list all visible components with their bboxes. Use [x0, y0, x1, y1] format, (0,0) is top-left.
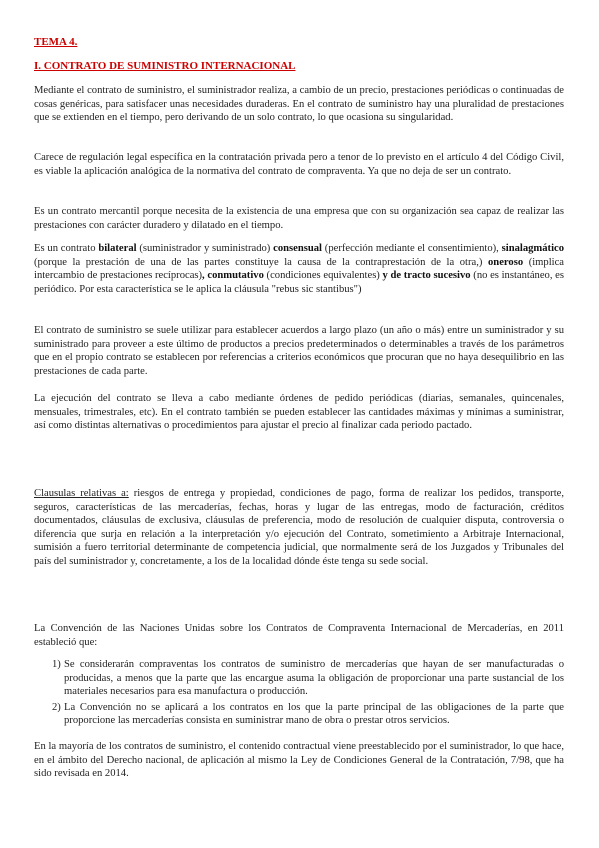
paragraph-characteristics: Es un contrato bilateral (suministrador y suministrado) consensual (perfección mediante el consentimiento), sinalagmático (porque la prestación de una de las partes constituye la causa de la contraprestación de la otra,) oneroso (implica intercambio de prestaciones recíprocas), conmutativo (condiciones equivalentes) y de tracto sucesivo (no es instantáneo, es periódico. Por esta característica se le aplica la cláusula "rebus sic stantibus"): [34, 243, 565, 295]
paragraph-mercantile: Es un contrato mercantil porque necesita de la existencia de una empresa que con su organización sea capaz de realizar las prestaciones con carácter duradero y dilatado en el tiempo.: [34, 206, 564, 231]
paragraph-convention: La Convención de las Naciones Unidas sobre los Contratos de Compraventa Internacional de Mercaderías, en 2011 estableció que:: [34, 623, 564, 648]
paragraph-conclusion: En la mayoría de los contratos de suministro, el contenido contractual viene preestablecido por el suministrador, lo que hace, en el ámbito del Derecho nacional, de aplicación al mismo la Ley de Condiciones General de la Contratación, 7/98, que ha sido revisada en 2014.: [34, 741, 564, 780]
document-title: TEMA 4.: [34, 36, 78, 48]
term-oneroso: oneroso: [488, 256, 524, 268]
list-item: 2) La Convención no se aplicará a los contratos en los que la parte principal de las obligaciones de la parte que proporcione las mercaderías consista en suministrar mano de obra o prestar otros servicios.: [52, 701, 564, 727]
term-conmutativo: , conmutativo: [202, 270, 264, 282]
term-tracto-sucesivo: y de tracto sucesivo: [382, 270, 471, 282]
paragraph-execution: La ejecución del contrato se lleva a cabo mediante órdenes de pedido periódicas (diarias, semanales, quincenales, mensuales, trimestrales, etc). En el contrato también se pueden establecer las cantidades máximas y mínimas a suministrar, así como distintas alternativas o procedimientos para ajustar el precio al finalizar cada periodo pactado.: [34, 393, 564, 432]
term-consensual: consensual: [273, 243, 322, 254]
clauses-label: Clausulas relativas a:: [34, 488, 129, 499]
term-bilateral: bilateral: [98, 243, 137, 254]
paragraph-usage: El contrato de suministro se suele utilizar para establecer acuerdos a largo plazo (un año o más) entre un suministrador y su suministrado para proveer a este último de productos a precios predeterminados o determinables a través de los parámetros que en el propio contrato se establecen por referencias a criterios económicos que procuran que no haya desequilibrio en las prestaciones de cada parte.: [34, 325, 564, 377]
paragraph-clauses: Clausulas relativas a: riesgos de entrega y propiedad, condiciones de pago, forma de realizar los pedidos, transporte, seguros, características de las mercaderías, fechas, horas y lugar de las entregas, modo de facturación, créditos documentados, cláusulas de exclusiva, cláusulas de preferencia, modo de resolución de cualquier disputa, controversia o diferencia que surja en relación a la interpretación y/o ejecución del Contrato, sometimiento a Arbitraje Internacional, sumisión a fuero territorial determinante de competencia judicial, que normalmente será de los Juzgados y Tribunales del país del suministrador y, concretamente, a los de la localidad dónde éste tenga su sede social.: [34, 488, 564, 567]
list-item: 1) Se considerarán compraventas los contratos de suministro de mercaderías que hayan de ser manufacturadas o producidas, a menos que la parte que las encargue asuma la obligación de proporcionar una parte sustancial de los materiales necesarios para esa manufactura o producción.: [52, 659, 564, 698]
section-heading: I. CONTRATO DE SUMINISTRO INTERNACIONAL: [34, 60, 296, 72]
term-sinalagmatico: sinalagmático: [501, 243, 565, 254]
paragraph-definition: Mediante el contrato de suministro, el suministrador realiza, a cambio de un precio, prestaciones periódicas o continuadas de cosas genéricas, para satisfacer unas necesidades duraderas. En el contrato de suministro hay una pluralidad de prestaciones que se extienden en el tiempo, pero derivando de un solo contrato, lo que ocasiona su singularidad.: [34, 85, 564, 124]
convention-list: [34, 658, 564, 730]
paragraph-regulation: Carece de regulación legal específica en la contratación privada pero a tenor de lo previsto en el artículo 4 del Código Civil, es viable la aplicación analógica de la normativa del contrato de compraventa. Ya que no deja de ser un contrato.: [34, 152, 564, 177]
